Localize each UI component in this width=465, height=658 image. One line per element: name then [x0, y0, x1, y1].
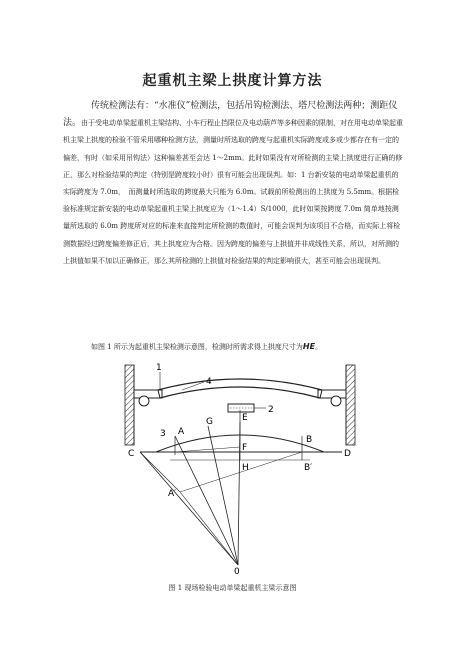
label-f: F [242, 443, 248, 453]
paragraph-2-end: 。 [315, 343, 323, 351]
label-2: 2 [268, 405, 274, 415]
radius-g [208, 426, 238, 565]
right-wall-hatch [346, 365, 355, 445]
hoist-trolley-icon [228, 404, 254, 412]
he-symbol: HE [302, 342, 316, 351]
line-ap-b [180, 452, 302, 492]
label-4: 4 [206, 377, 212, 387]
figure-caption: 图 1 现场检验电动单梁起重机主梁示意图 [168, 584, 297, 592]
line-a-f [175, 447, 240, 452]
label-e: E [242, 413, 248, 423]
left-wall-hatch [125, 365, 134, 445]
paragraph-1-body: 由于受电动单梁起重机主梁结构、小车行程止挡限位及电动葫芦等多种因素的限制，对在用电动单梁起重机主梁上拱度的检验不管采用哪种检测方法，测量时所选取的跨度与起重机实际跨度或多或少都存在有一定的偏差，有时（如采用吊钩法）这种偏差甚至会达 1～2mm。此时如果没有对所检测的主梁上拱度进行正确的修正，那么对检验结果的判定（特别是跨度较小时）很有可能会出现误判。如：1 台新安装的电动单梁起重机的实际跨度为 7.0m， 而测量时所选取的跨度最大只能为 6.0m。试载前所检测出的上拱度为 5.5mm。根据检验标准规定新安装的电动单梁起重机主梁上拱度应为（1～1.4）S/1000，此时如果按跨度 7.0m 简单地按测量所选取的 6.0m 跨度所对应的标准来直接判定所检测的数值时，可能会误判为该项目不合格，而实际上将检测数据经过跨度偏差修正后，其上拱度应为合格。因为跨度的偏差与上拱值并非成线性关系，所以，对所测的上拱值如果不加以正确修正，那么其所检测的上拱值对检验结果的判定影响很大，甚至可能会出现误判。 [63, 119, 404, 265]
paragraph-2 [63, 338, 403, 356]
label-d: D [344, 449, 351, 459]
left-wheel-icon [139, 396, 149, 406]
label-h: H [242, 463, 249, 473]
label-a: A [178, 427, 185, 437]
radius-ap [180, 492, 238, 565]
radius-e [238, 422, 240, 565]
paragraph-1 [63, 98, 403, 270]
girder-top-chord [158, 379, 322, 390]
label-b: B [306, 435, 313, 445]
label-a-prime: A′ [168, 489, 177, 499]
line-c-ap [140, 452, 180, 492]
paragraph-2-text: 如图 1 所示为起重机主梁检测示意图，检测时所需求得上拱度尺寸为 [91, 343, 303, 351]
label-3: 3 [160, 429, 166, 439]
right-wheel-icon [331, 396, 341, 406]
label-1: 1 [156, 363, 162, 373]
girder-bottom-chord [160, 387, 320, 398]
label-o: 0 [234, 567, 240, 575]
radius-c [140, 452, 238, 565]
label-g: G [206, 417, 213, 427]
paragraph-1-lead: 传统检测法有：“水准仪”检测法，包括吊钩检测法、塔尺检测法两种；测距仪法。 [63, 101, 398, 129]
radius-a [175, 436, 238, 565]
crane-girder-diagram [120, 360, 360, 575]
label-b-prime: B′ [304, 463, 313, 473]
document-title: 起重机主梁上拱度计算方法 [142, 73, 323, 89]
label-c: C [128, 449, 135, 459]
